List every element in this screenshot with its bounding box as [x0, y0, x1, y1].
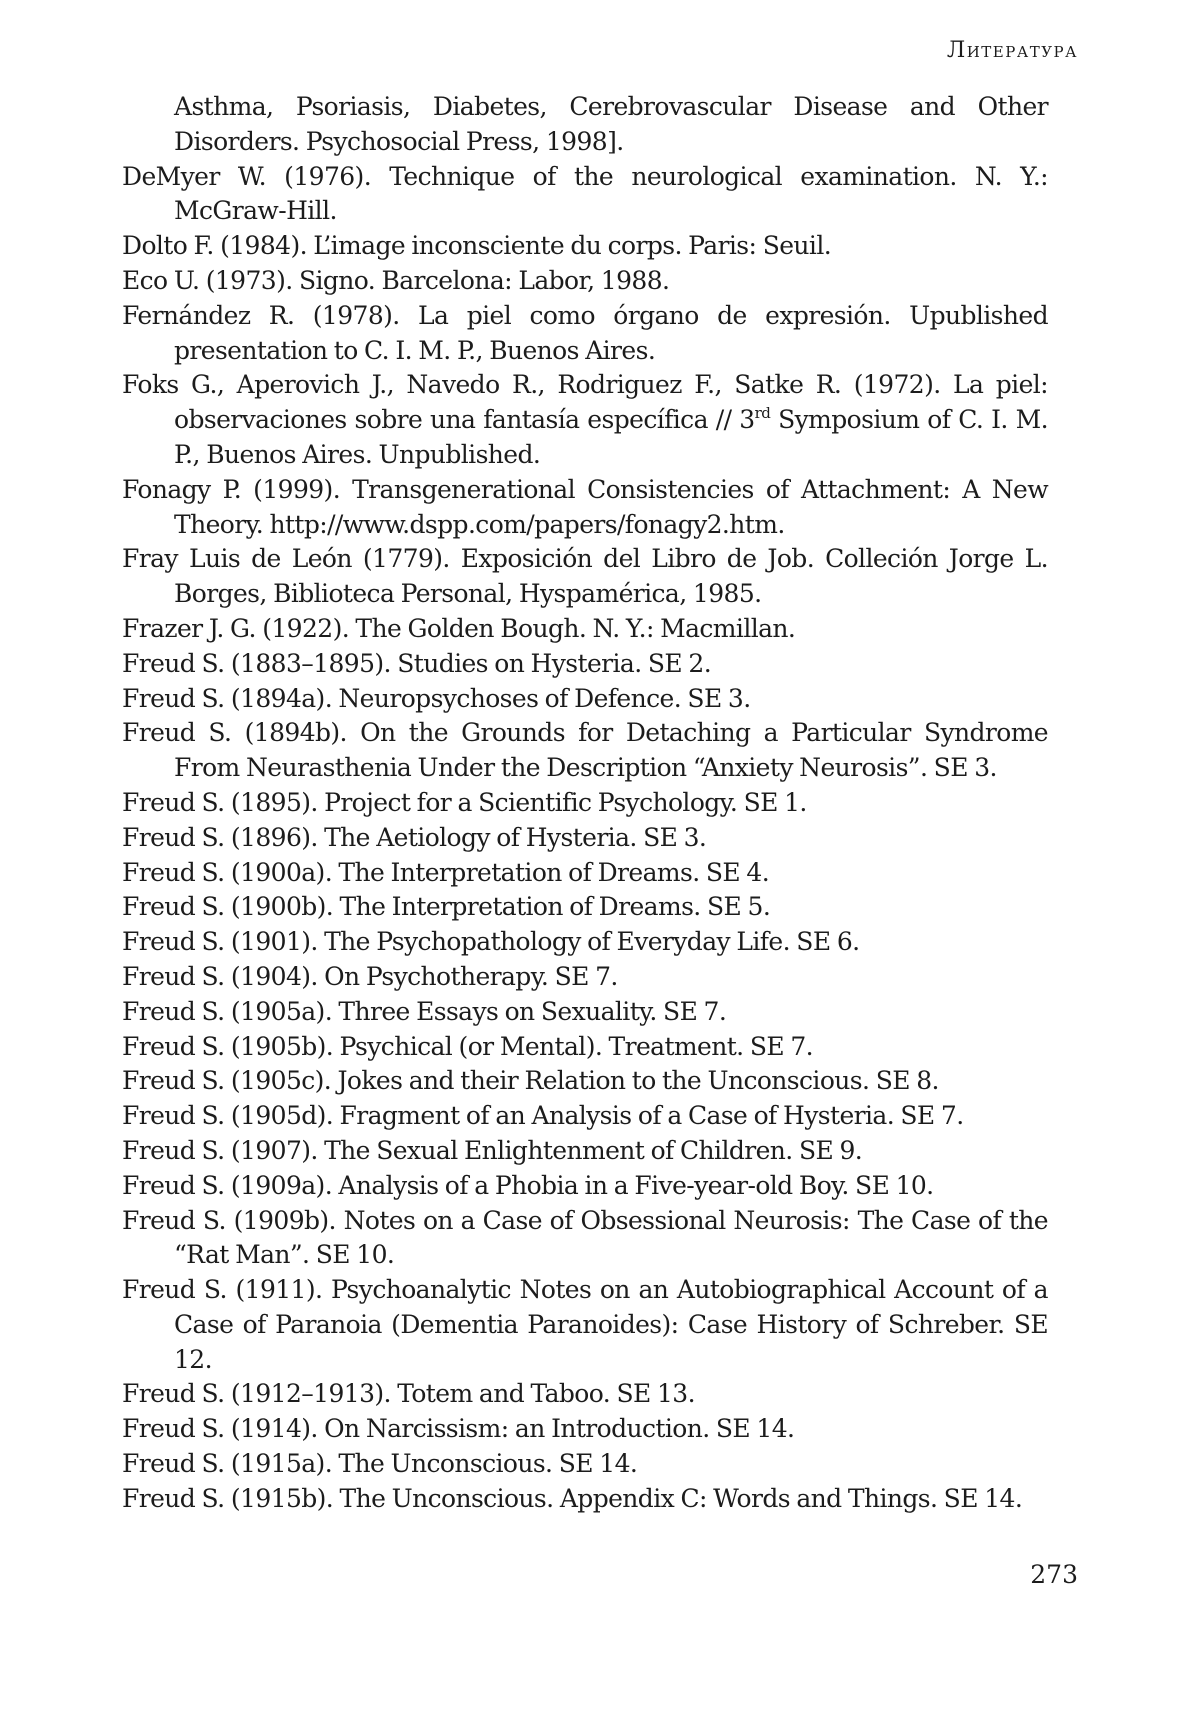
reference-entry: Freud S. (1905a). Three Essays on Sexuality. SE 7.: [122, 996, 727, 1026]
reference-entry: Freud S. (1901). The Psychopathology of Everyday Life. SE 6.: [122, 927, 860, 957]
reference-entry: Freud S. (1904). On Psychotherapy. SE 7.: [122, 961, 618, 991]
reference-entry: Frazer J. G. (1922). The Golden Bough. N. Y.: Macmillan.: [122, 613, 796, 643]
reference-entry: Eco U. (1973). Signo. Barcelona: Labor, 1988.: [122, 265, 670, 295]
reference-entry: Freud S. (1896). The Aetiology of Hysteria. SE 3.: [122, 822, 707, 852]
reference-entry: Freud S. (1914). On Narcissism: an Introduction. SE 14.: [122, 1414, 795, 1444]
reference-entry: Freud S. (1915b). The Unconscious. Appendix C: Words and Things. SE 14.: [122, 1483, 1023, 1513]
page-number: 273: [1030, 1560, 1078, 1589]
reference-entry: Freud S. (1900b). The Interpretation of Dreams. SE 5.: [122, 892, 771, 922]
reference-entry: Freud S. (1911). Psychoanalytic Notes on an Autobiographical Account of a Case of Paranoia (Dementia Paranoides): Case History of Schreber. SE 12.: [122, 1275, 1048, 1374]
reference-entry: Freud S. (1900a). The Interpretation of Dreams. SE 4.: [122, 857, 770, 887]
running-header: Литература: [946, 38, 1078, 63]
reference-entry: Freud S. (1905c). Jokes and their Relation to the Unconscious. SE 8.: [122, 1066, 939, 1096]
reference-entry: Freud S. (1894a). Neuropsychoses of Defence. SE 3.: [122, 683, 751, 713]
ordinal-superscript: rd: [754, 404, 771, 423]
reference-entry: [122, 368, 1048, 472]
reference-entry: DeMyer W. (1976). Technique of the neurological examination. N. Y.: McGraw-Hill.: [122, 161, 1048, 226]
reference-entry: Freud S. (1905d). Fragment of an Analysis of a Case of Hysteria. SE 7.: [122, 1101, 964, 1131]
reference-entry: Freud S. (1907). The Sexual Enlightenment of Children. SE 9.: [122, 1135, 863, 1165]
reference-entry: Dolto F. (1984). L’image inconsciente du corps. Paris: Seuil.: [122, 231, 832, 261]
reference-entry: Freud S. (1909b). Notes on a Case of Obsessional Neurosis: The Case of the “Rat Man”. SE 10.: [122, 1205, 1048, 1270]
reference-entry: Freud S. (1883–1895). Studies on Hysteria. SE 2.: [122, 648, 712, 678]
reference-entry: Freud S. (1915a). The Unconscious. SE 14.: [122, 1449, 638, 1479]
reference-entry: Freud S. (1909a). Analysis of a Phobia in a Five-year-old Boy. SE 10.: [122, 1170, 934, 1200]
reference-text: Foks G., Aperovich J., Navedo R., Rodriguez F., Satke R. (1972). La piel: observaciones sobre una fantasía específica // 3: [122, 370, 1048, 435]
reference-entry: Fonagy P. (1999). Transgenerational Consistencies of Attachment: A New Theory. http://www.dspp.com/papers/fonagy2.htm.: [122, 474, 1048, 539]
reference-text: Symposium of C. I. M. P., Buenos Aires. Unpublished.: [174, 405, 1048, 469]
reference-list: [122, 90, 1048, 1517]
reference-entry: Freud S. (1905b). Psychical (or Mental). Treatment. SE 7.: [122, 1031, 814, 1061]
reference-entry: Freud S. (1912–1913). Totem and Taboo. SE 13.: [122, 1379, 695, 1409]
reference-entry: Freud S. (1895). Project for a Scientific Psychology. SE 1.: [122, 787, 807, 817]
reference-entry-continued: Asthma, Psoriasis, Diabetes, Cerebrovascular Disease and Other Disorders. Psychosocial Press, 1998].: [174, 92, 1048, 156]
reference-entry: Fray Luis de León (1779). Exposición del Libro de Job. Colleción Jorge L. Borges, Biblioteca Personal, Hyspamérica, 1985.: [122, 544, 1048, 609]
reference-entry: Freud S. (1894b). On the Grounds for Detaching a Particular Syndrome From Neurasthenia Under the Description “Anxiety Neurosis”. SE 3.: [122, 718, 1048, 783]
reference-entry: Fernández R. (1978). La piel como órgano de expresión. Upublished presentation to C. I. M. P., Buenos Aires.: [122, 300, 1048, 365]
